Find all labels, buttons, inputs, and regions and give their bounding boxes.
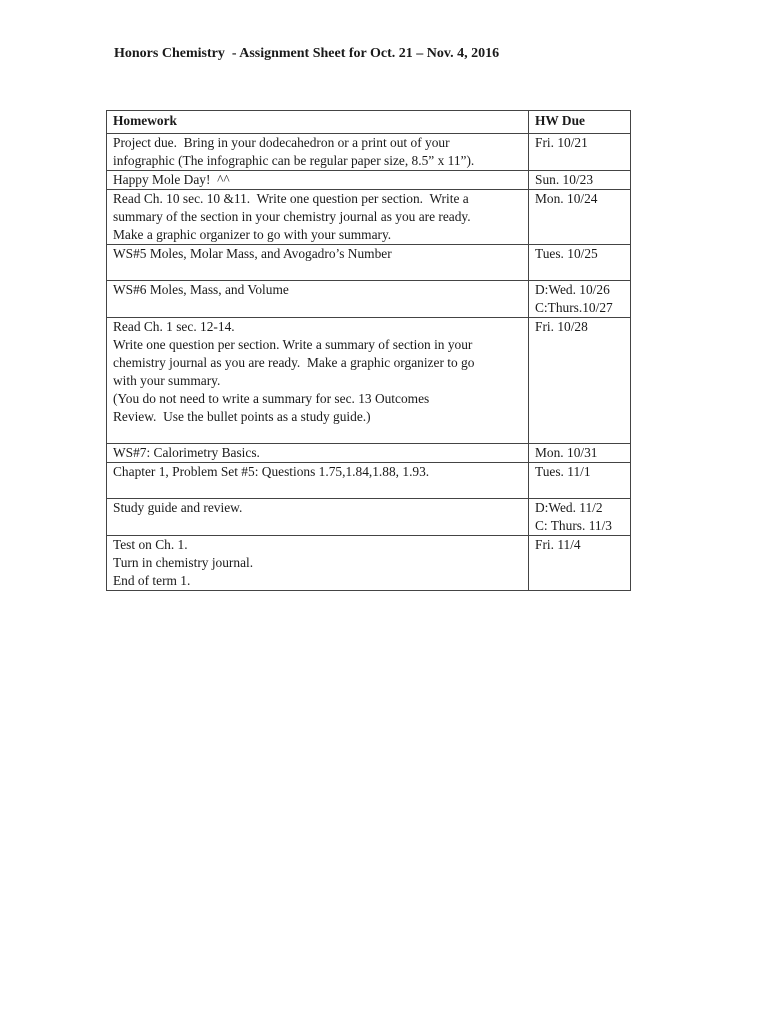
due-date: D:Wed. 10/26 [535,282,610,297]
table-row [107,318,631,444]
due-cell [529,463,631,499]
due-date: Mon. 10/31 [535,445,598,460]
due-date: Fri. 10/21 [535,135,588,150]
due-date: C:Thurs.10/27 [535,300,613,315]
homework-cell [107,499,529,536]
header-hw-due: HW Due [529,111,631,134]
due-cell [529,499,631,536]
homework-line: WS#6 Moles, Mass, and Volume [113,282,289,297]
homework-line: Project due. Bring in your dodecahedron or a print out of your [113,135,450,150]
homework-line: Test on Ch. 1. [113,537,188,552]
table-body [107,134,631,591]
due-date: Fri. 11/4 [535,537,581,552]
due-cell [529,245,631,281]
homework-cell [107,190,529,245]
homework-cell [107,536,529,591]
table-row [107,134,631,171]
due-date: Mon. 10/24 [535,191,598,206]
homework-cell [107,444,529,463]
table-row [107,245,631,281]
due-cell [529,171,631,190]
table-row [107,171,631,190]
homework-cell [107,463,529,499]
homework-cell [107,318,529,444]
table-row [107,463,631,499]
due-date: Sun. 10/23 [535,172,594,187]
table-row [107,190,631,245]
table-row [107,281,631,318]
homework-cell [107,245,529,281]
due-cell [529,318,631,444]
due-date: Tues. 11/1 [535,464,591,479]
due-date: C: Thurs. 11/3 [535,518,613,533]
homework-cell [107,171,529,190]
homework-line: Read Ch. 1 sec. 12-14. [113,319,235,334]
due-date: D:Wed. 11/2 [535,500,603,515]
homework-line: chemistry journal as you are ready. Make a graphic organizer to go [113,355,475,370]
due-cell [529,134,631,171]
homework-line: (You do not need to write a summary for sec. 13 Outcomes [113,391,430,406]
homework-line: infographic (The infographic can be regular paper size, 8.5” x 11”). [113,153,475,168]
table-row [107,444,631,463]
table-row [107,499,631,536]
due-cell [529,190,631,245]
due-date: Tues. 10/25 [535,246,598,261]
page-title: Honors Chemistry - Assignment Sheet for Oct. 21 – Nov. 4, 2016 [114,46,500,61]
homework-line: Read Ch. 10 sec. 10 &11. Write one question per section. Write a [113,191,469,206]
due-cell [529,536,631,591]
homework-line: Review. Use the bullet points as a study guide.) [113,409,371,424]
homework-line: Turn in chemistry journal. [113,555,254,570]
due-cell [529,444,631,463]
homework-line: Chapter 1, Problem Set #5: Questions 1.75,1.84,1.88, 1.93. [113,464,430,479]
table-row [107,536,631,591]
homework-line: Study guide and review. [113,500,243,515]
homework-line: Write one question per section. Write a summary of section in your [113,337,473,352]
homework-line: Make a graphic organizer to go with your summary. [113,227,392,242]
homework-line: End of term 1. [113,573,191,588]
homework-line: WS#5 Moles, Molar Mass, and Avogadro’s Number [113,246,392,261]
due-date: Fri. 10/28 [535,319,588,334]
homework-cell [107,281,529,318]
homework-line: WS#7: Calorimetry Basics. [113,445,260,460]
homework-line: Happy Mole Day! ^^ [113,172,230,187]
homework-cell [107,134,529,171]
assignment-table [106,110,631,591]
table-header-row [107,111,631,134]
due-cell [529,281,631,318]
homework-line: with your summary. [113,373,221,388]
homework-line: summary of the section in your chemistry journal as you are ready. [113,209,471,224]
header-homework: Homework [107,111,529,134]
